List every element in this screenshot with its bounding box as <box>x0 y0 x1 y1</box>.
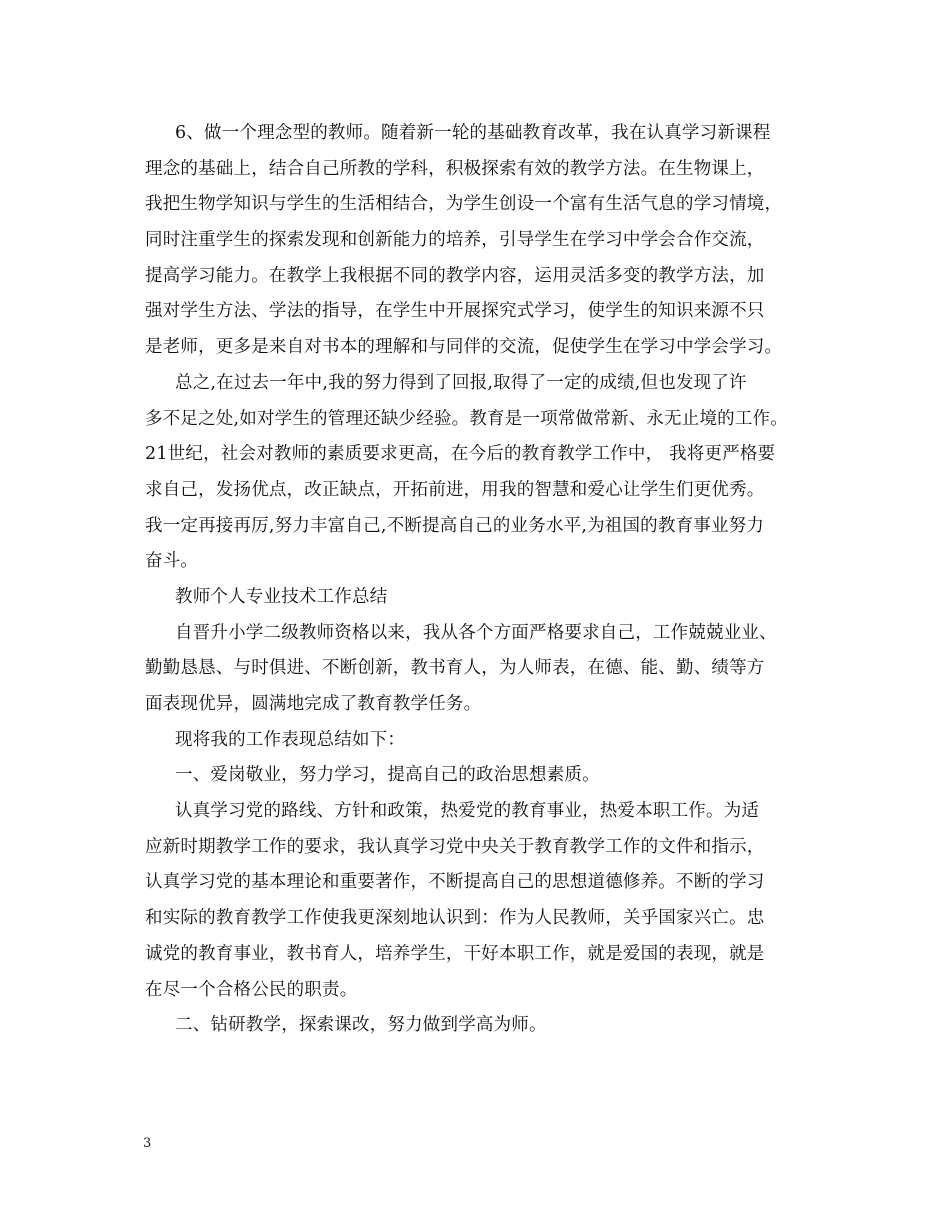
text-line: 理念的基础上，结合自己所教的学科，积极探索有效的教学方法。在生物课上， <box>145 158 765 179</box>
text-line: 教师个人专业技术工作总结 <box>175 586 388 607</box>
text-line: 同时注重学生的探索发现和创新能力的培养，引导学生在学习中学会合作交流， <box>145 230 765 251</box>
text-line: 多不足之处,如对学生的管理还缺少经验。教育是一项常做常新、永无止境的工作。 <box>145 408 788 429</box>
text-line: 6、做一个理念型的教师。随着新一轮的基础教育改革，我在认真学习新课程 <box>175 123 771 143</box>
text-line: 一、爱岗敬业，努力学习，提高自己的政治思想素质。 <box>175 765 600 786</box>
text-line: 现将我的工作表现总结如下： <box>175 729 406 750</box>
text-line: 提高学习能力。在教学上我根据不同的教学内容，运用灵活多变的教学方法，加 <box>145 265 765 286</box>
text-line: 和实际的教育教学工作使我更深刻地认识到：作为人民教师，关乎国家兴亡。忠 <box>145 908 765 929</box>
text-line: 应新时期教学工作的要求，我认真学习党中央关于教育教学工作的文件和指示， <box>145 836 765 857</box>
text-line: 求自己，发扬优点，改正缺点，开拓前进，用我的智慧和爱心让学生们更优秀。 <box>145 479 765 500</box>
text-line: 认真学习党的基本理论和重要著作，不断提高自己的思想道德修养。不断的学习 <box>145 872 765 893</box>
page-number: 3 <box>143 1136 152 1151</box>
text-line: 总之,在过去一年中,我的努力得到了回报,取得了一定的成绩,但也发现了许 <box>175 372 747 393</box>
text-line: 我一定再接再厉,努力丰富自己,不断提高自己的业务水平,为祖国的教育事业努力 <box>145 515 765 536</box>
text-line: 面表现优异，圆满地完成了教育教学任务。 <box>145 694 482 714</box>
text-line: 奋斗。 <box>145 551 199 572</box>
text-line: 认真学习党的路线、方针和政策，热爱党的教育事业，热爱本职工作。为适 <box>175 801 760 822</box>
text-line: 二、钻研教学，探索课改，努力做到学高为师。 <box>175 1015 547 1036</box>
text-line: 是老师，更多是来自对书本的理解和与同伴的交流，促使学生在学习中学会学习。 <box>145 337 783 358</box>
text-line: 在尽一个合格公民的职责。 <box>145 979 358 1000</box>
text-line: 诚党的教育事业，教书育人，培养学生，干好本职工作，就是爱国的表现，就是 <box>145 943 765 964</box>
text-line: 勤勤恳恳、与时俱进、不断创新，教书育人，为人师表，在德、能、勤、绩等方 <box>145 658 765 679</box>
text-line: 自晋升小学二级教师资格以来，我从各个方面严格要求自己，工作兢兢业业、 <box>175 622 777 643</box>
text-line: 21世纪，社会对教师的素质要求更高，在今后的教育教学工作中， 我将更严格要 <box>145 444 776 465</box>
text-line: 强对学生方法、学法的指导，在学生中开展探究式学习，使学生的知识来源不只 <box>145 301 765 322</box>
text-line: 我把生物学知识与学生的生活相结合，为学生创设一个富有生活气息的学习情境， <box>145 194 783 215</box>
document-body <box>145 116 815 1044</box>
